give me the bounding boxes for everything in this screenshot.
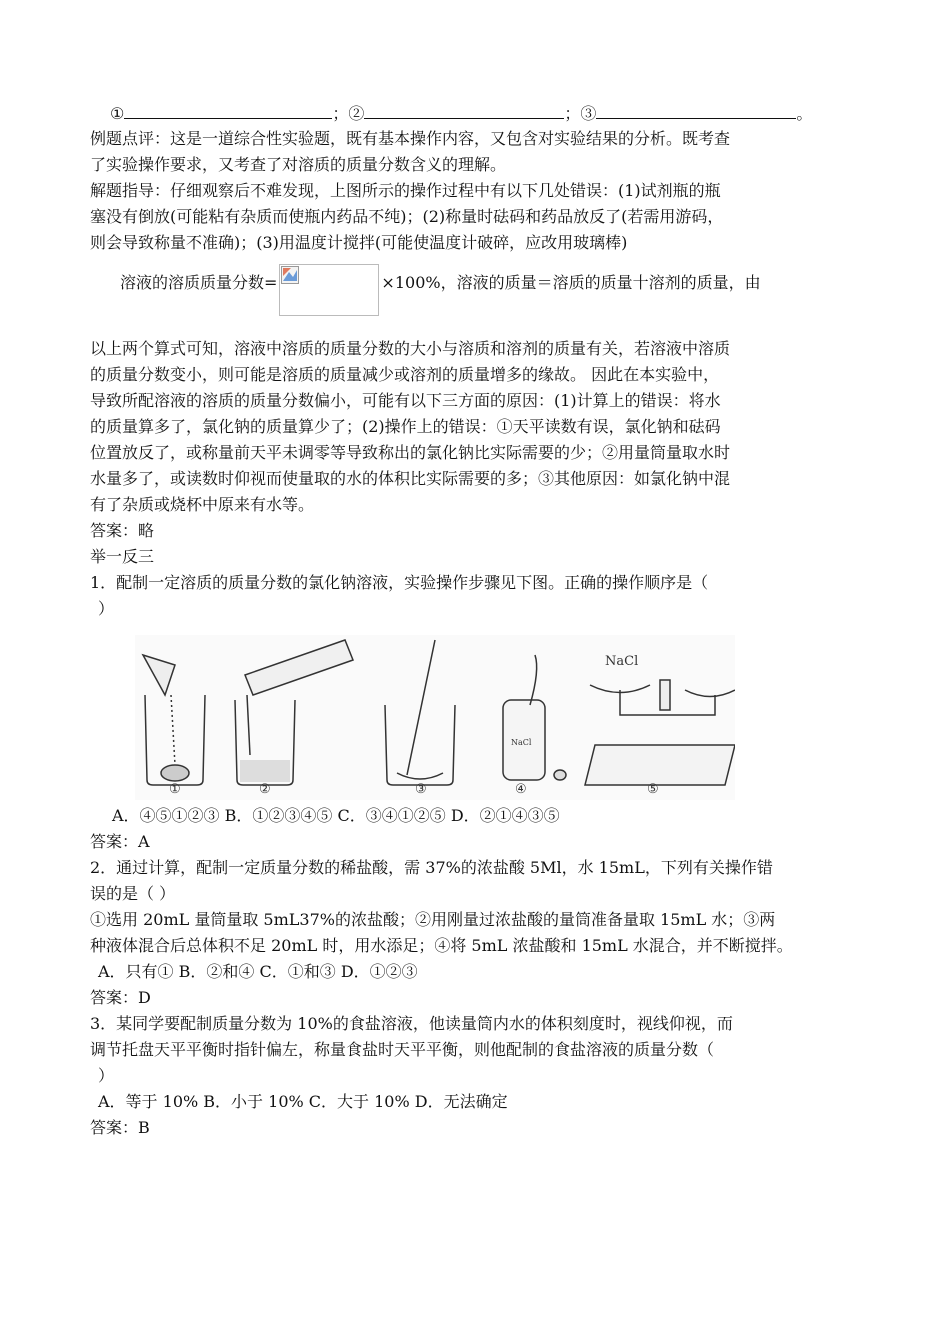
fill-in-blanks-line: [110, 100, 812, 126]
fig-label-5: ⑤: [647, 782, 659, 797]
blank-1-label: ①: [110, 104, 125, 123]
fig-label-2: ②: [259, 782, 271, 797]
question-2-line-1: 2．通过计算，配制一定质量分数的稀盐酸，需 37%的浓盐酸 5Ml，水 15mL，下列有关操作错: [90, 858, 773, 877]
formula-image-placeholder: [279, 264, 379, 316]
comment-line-2: 了实验操作要求，又考查了对溶质的质量分数含义的理解。: [90, 155, 507, 174]
question-3-options: A．等于 10% B．小于 10% C．大于 10% D．无法确定: [98, 1092, 508, 1111]
guide-line-2: 塞没有倒放(可能粘有杂质而使瓶内药品不纯)；(2)称量时砝码和药品放反了(若需用游码，: [90, 207, 724, 226]
question-3-line-2: 调节托盘天平平衡时指针偏左，称量食盐时天平平衡，则他配制的食盐溶液的质量分数（: [90, 1040, 715, 1059]
blank-3[interactable]: [596, 100, 796, 119]
question-1-line-2: ）: [98, 599, 115, 618]
question-1-answer: 答案：A: [90, 832, 150, 851]
para-line-5: 位置放反了，或称量前天平未调零等导致称出的氯化钠比实际需要的少；②用量筒量取水时: [90, 443, 731, 462]
fig-label-1: ①: [169, 782, 181, 797]
question-2-line-3: ①选用 20mL 量筒量取 5mL37%的浓盐酸；②用刚量过浓盐酸的量筒准备量取 15mL 水；③两: [90, 910, 776, 929]
broken-image-icon: [281, 266, 299, 284]
blank-3-label: ；③: [564, 104, 597, 123]
question-1-line-1: 1．配制一定溶质的质量分数的氯化钠溶液，实验操作步骤见下图。正确的操作顺序是（: [90, 573, 709, 592]
question-1-options: A．④⑤①②③ B．①②③④⑤ C．③④①②⑤ D．②①④③⑤: [112, 806, 560, 825]
para-line-4: 的质量算多了，氯化钠的质量算少了；(2)操作上的错误：①天平读数有误，氯化钠和砝码: [90, 417, 721, 436]
blank-1[interactable]: [124, 100, 332, 119]
guide-line-1: 解题指导：仔细观察后不难发现，上图所示的操作过程中有以下几处错误：(1)试剂瓶的瓶: [90, 181, 721, 200]
question-3-line-1: 3．某同学要配制质量分数为 10%的食盐溶液，他读量筒内水的体积刻度时，视线仰视，而: [90, 1014, 733, 1033]
para-line-1: 以上两个算式可知，溶液中溶质的质量分数的大小与溶质和溶剂的质量有关，若溶液中溶质: [90, 339, 731, 358]
question-2-options: A．只有① B．②和④ C．①和③ D．①②③: [98, 962, 418, 981]
blank-2[interactable]: [364, 100, 564, 119]
formula-right: ×100%，溶液的质量＝溶质的质量十溶剂的质量，由: [381, 273, 761, 292]
fig-label-3: ③: [415, 782, 427, 797]
formula-line: [120, 270, 761, 296]
formula-left: 溶液的溶质质量分数=: [120, 273, 278, 292]
question-2-line-4: 种液体混合后总体积不足 20mL 时，用水添足；④将 5mL 浓盐酸和 15mL 水混合，并不断搅拌。: [90, 936, 793, 955]
question-3-line-3: ）: [98, 1066, 115, 1085]
question-2-line-2: 误的是（ ）: [90, 884, 176, 903]
para-line-2: 的质量分数变小，则可能是溶质的质量减少或溶剂的质量增多的缘故。 因此在本实验中，: [90, 365, 720, 384]
jar-label: NaCl: [511, 738, 532, 747]
answer-line: 答案：略: [90, 521, 155, 540]
section-title: 举一反三: [90, 547, 155, 566]
para-line-6: 水量多了，或读数时仰视而使量取的水的体积比实际需要的多；③其他原因：如氯化钠中混: [90, 469, 731, 488]
comment-line-1: 例题点评：这是一道综合性实验题，既有基本操作内容，又包含对实验结果的分析。既考查: [90, 129, 731, 148]
question-2-answer: 答案：D: [90, 988, 151, 1007]
para-line-3: 导致所配溶液的溶质的质量分数偏小，可能有以下三方面的原因：(1)计算上的错误：将水: [90, 391, 721, 410]
question-3-answer: 答案：B: [90, 1118, 150, 1137]
blank-end: 。: [796, 104, 813, 123]
blank-2-label: ；②: [332, 104, 365, 123]
fig-label-4: ④: [515, 782, 527, 797]
balance-nacl-label: NaCl: [605, 654, 639, 669]
experiment-steps-figure: [135, 635, 735, 800]
para-line-7: 有了杂质或烧杯中原来有水等。: [90, 495, 315, 514]
guide-line-3: 则会导致称量不准确)；(3)用温度计搅拌(可能使温度计破碎，应改用玻璃棒): [90, 233, 628, 252]
